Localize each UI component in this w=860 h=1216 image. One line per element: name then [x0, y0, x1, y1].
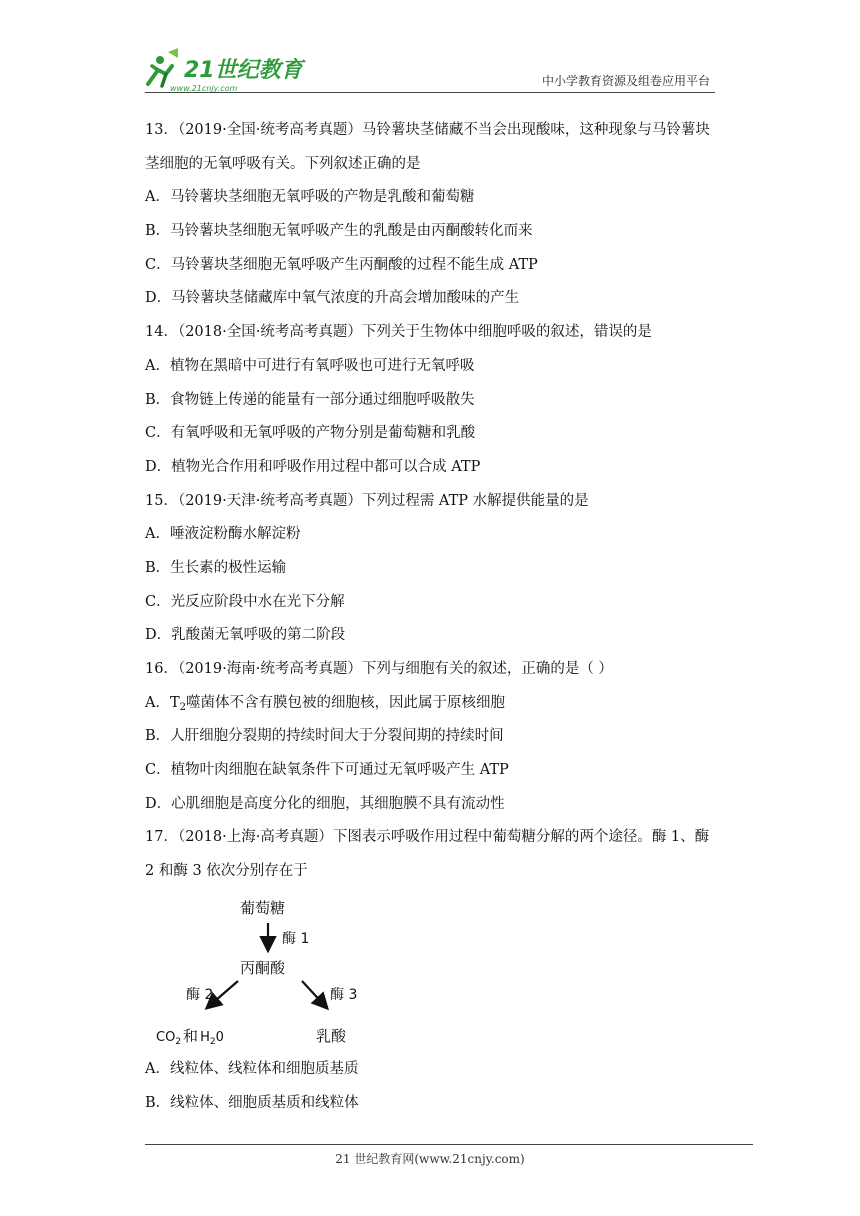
enzyme1-label: 酶 1	[282, 930, 310, 947]
option-c: C．植物叶肉细胞在缺氧条件下可通过无氧呼吸产生 ATP	[145, 762, 509, 779]
pyruvate-label: 丙酮酸	[240, 958, 286, 977]
option-b: B．马铃薯块茎细胞无氧呼吸产生的乳酸是由丙酮酸转化而来	[145, 223, 533, 240]
option-b: B．生长素的极性运输	[145, 559, 287, 576]
option-a-text: 噬菌体不含有膜包被的细胞核，因此属于原核细胞	[186, 694, 506, 711]
logo	[138, 44, 318, 96]
option-d: D．马铃薯块茎储藏库中氧气浓度的升高会增加酸味的产生	[145, 290, 520, 307]
respiration-pathway-diagram	[150, 891, 370, 1051]
enzyme2-label: 酶 2	[186, 986, 214, 1003]
lactic-acid-label: 乳酸	[316, 1026, 347, 1045]
svg-text:21世纪教育: 21世纪教育	[184, 58, 303, 83]
question-13	[145, 114, 725, 316]
option-d: D．植物光合作用和呼吸作用过程中都可以合成 ATP	[145, 458, 481, 475]
question-16	[145, 653, 725, 821]
option-a	[145, 687, 725, 721]
page-footer: 21 世纪教育网(www.21cnjy.com)	[335, 1152, 525, 1166]
question-17	[145, 821, 725, 1120]
enzyme3-label: 酶 3	[330, 986, 358, 1003]
footer-rule	[145, 1144, 753, 1145]
question-list	[145, 114, 725, 1120]
question-14	[145, 316, 725, 484]
question-stem: 14．（2018·全国·统考高考真题）下列关于生物体中细胞呼吸的叙述，错误的是	[145, 324, 652, 341]
question-stem: 13．（2019·全国·统考高考真题）马铃薯块茎储藏不当会出现酸味，这种现象与马铃薯块	[145, 122, 710, 138]
question-stem: 16．（2019·海南·统考高考真题）下列与细胞有关的叙述，正确的是（ ）	[145, 661, 613, 677]
option-d: D．心肌细胞是高度分化的细胞，其细胞膜不具有流动性	[145, 795, 505, 812]
glucose-label: 葡萄糖	[240, 898, 286, 917]
svg-text:www.21cnjy.com: www.21cnjy.com	[170, 84, 238, 93]
option-c: C．马铃薯块茎细胞无氧呼吸产生丙酮酸的过程不能生成 ATP	[145, 256, 538, 273]
option-a-prefix: A．T	[145, 694, 180, 711]
option-c: C．光反应阶段中水在光下分解	[145, 593, 345, 610]
logo-runner-icon	[138, 44, 318, 96]
question-15	[145, 485, 725, 653]
page-header	[0, 0, 860, 100]
option-d: D．乳酸菌无氧呼吸的第二阶段	[145, 627, 346, 644]
header-rule	[145, 92, 715, 93]
co2-h2o-label: $CO_2$ 和 $H_20$	[156, 1026, 224, 1047]
question-stem: 茎细胞的无氧呼吸有关。下列叙述正确的是	[145, 155, 421, 172]
option-a: A．唾液淀粉酶水解淀粉	[145, 526, 301, 543]
option-b: B．线粒体、细胞质基质和线粒体	[145, 1094, 359, 1111]
option-a: A．马铃薯块茎细胞无氧呼吸的产物是乳酸和葡萄糖	[145, 189, 475, 206]
option-b: B．食物链上传递的能量有一部分通过细胞呼吸散失	[145, 391, 475, 408]
option-a-subscript: 2	[179, 701, 187, 713]
arrow-enzyme3	[302, 981, 326, 1007]
site-tagline: 中小学教育资源及组卷应用平台	[541, 74, 710, 88]
option-a: A．线粒体、线粒体和细胞质基质	[145, 1060, 359, 1077]
option-a: A．植物在黑暗中可进行有氧呼吸也可进行无氧呼吸	[145, 357, 475, 374]
question-stem: 2 和酶 3 依次分别存在于	[145, 863, 308, 880]
question-stem: 15．（2019·天津·统考高考真题）下列过程需 ATP 水解提供能量的是	[145, 492, 589, 509]
option-c: C．有氧呼吸和无氧呼吸的产物分别是葡萄糖和乳酸	[145, 425, 476, 442]
question-stem: 17．（2018·上海·高考真题）下图表示呼吸作用过程中葡萄糖分解的两个途径。酶 1、酶	[145, 829, 710, 846]
option-b: B．人肝细胞分裂期的持续时间大于分裂间期的持续时间	[145, 728, 504, 745]
